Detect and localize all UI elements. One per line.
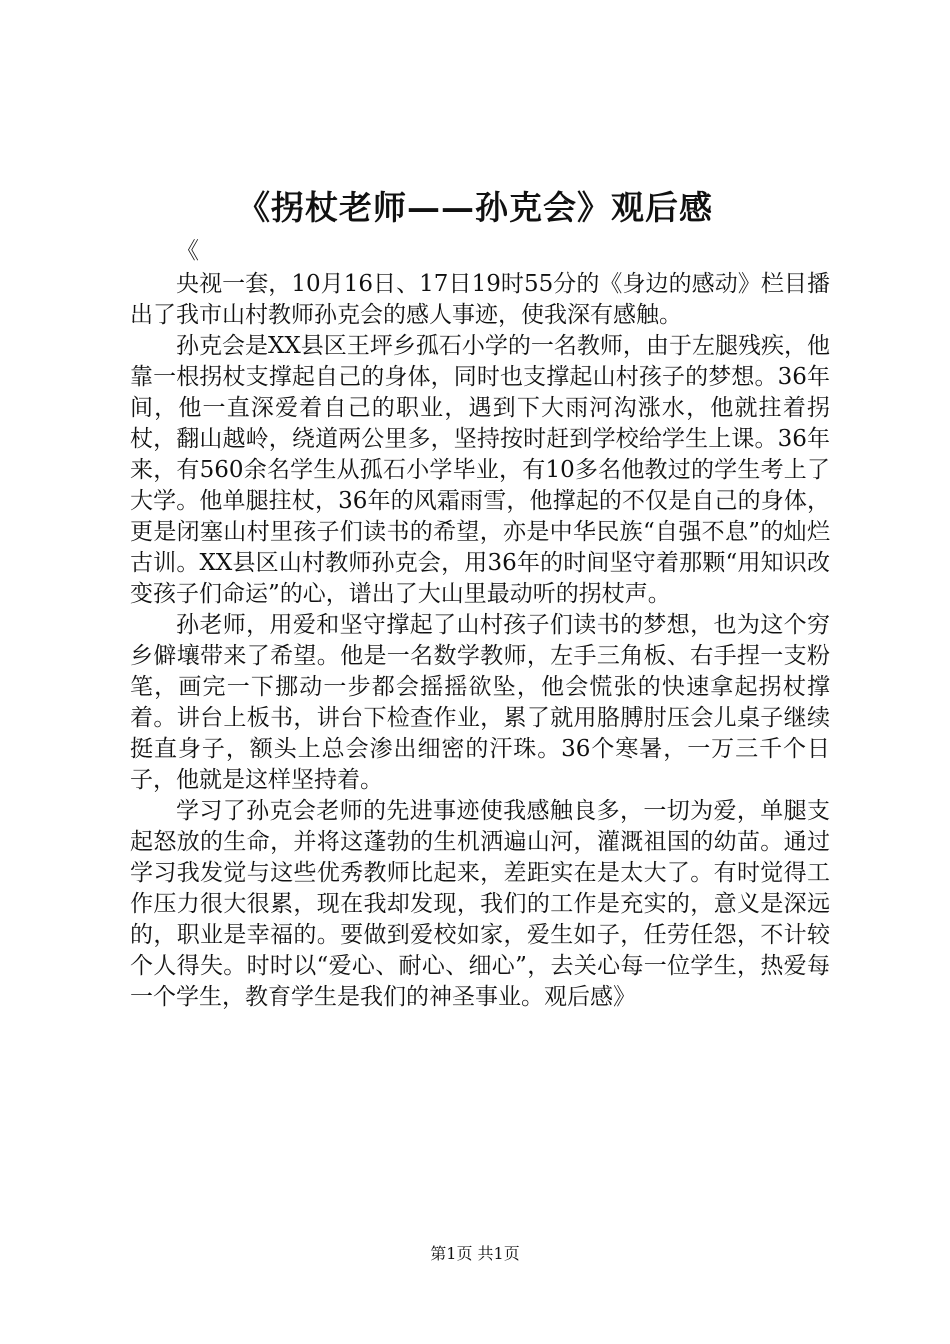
paragraph-3: 孙老师，用爱和坚守撑起了山村孩子们读书的梦想，也为这个穷乡僻壤带来了希望。他是一名数学教师，左手三角板、右手捏一支粉笔，画完一下挪动一步都会摇摇欲坠，他会慌张的快速拿起拐杖撑着。讲台上板书，讲台下检查作业，累了就用胳膊肘压会儿桌子继续挺直身子，额头上总会渗出细密的汗珠。36个寒暑，一万三千个日子，他就是这样坚持着。: [130, 612, 830, 793]
paragraph-4: 学习了孙克会老师的先进事迹使我感触良多，一切为爱，单腿支起怒放的生命，并将这蓬勃的生机洒遍山河，灌溉祖国的幼苗。通过学习我发觉与这些优秀教师比起来，差距实在是太大了。有时觉得工作压力很大很累，现在我却发现，我们的工作是充实的，意义是深远的，职业是幸福的。要做到爱校如家，爱生如子，任劳任怨，不计较个人得失。时时以“爱心、耐心、细心”，去关心每一位学生，热爱每一个学生，教育学生是我们的神圣事业。观后感》: [130, 798, 830, 1010]
paragraph-1: 央视一套，10月16日、17日19时55分的《身边的感动》栏目播出了我市山村教师孙克会的感人事迹，使我深有感触。: [130, 271, 830, 328]
document-title: 《拐杖老师——孙克会》观后感: [237, 188, 713, 227]
lead-paragraph: 《: [176, 238, 199, 264]
paragraph-2: 孙克会是XX县区王坪乡孤石小学的一名教师，由于左腿残疾，他靠一根拐杖支撑起自己的身体，同时也支撑起山村孩子的梦想。36年间，他一直深爱着自己的职业，遇到下大雨河沟涨水，他就拄着拐杖，翻山越岭，绕道两公里多，坚持按时赶到学校给学生上课。36年来，有560余名学生从孤石小学毕业，有10多名他教过的学生考上了大学。他单腿拄杖，36年的风霜雨雪，他撑起的不仅是自己的身体，更是闭塞山村里孩子们读书的希望，亦是中华民族“自强不息”的灿烂古训。XX县区山村教师孙克会，用36年的时间坚守着那颗“用知识改变孩子们命运”的心，谱出了大山里最动听的拐杖声。: [130, 333, 830, 607]
document-body: [130, 236, 830, 1013]
page-footer: 第1页 共1页: [430, 1244, 520, 1263]
